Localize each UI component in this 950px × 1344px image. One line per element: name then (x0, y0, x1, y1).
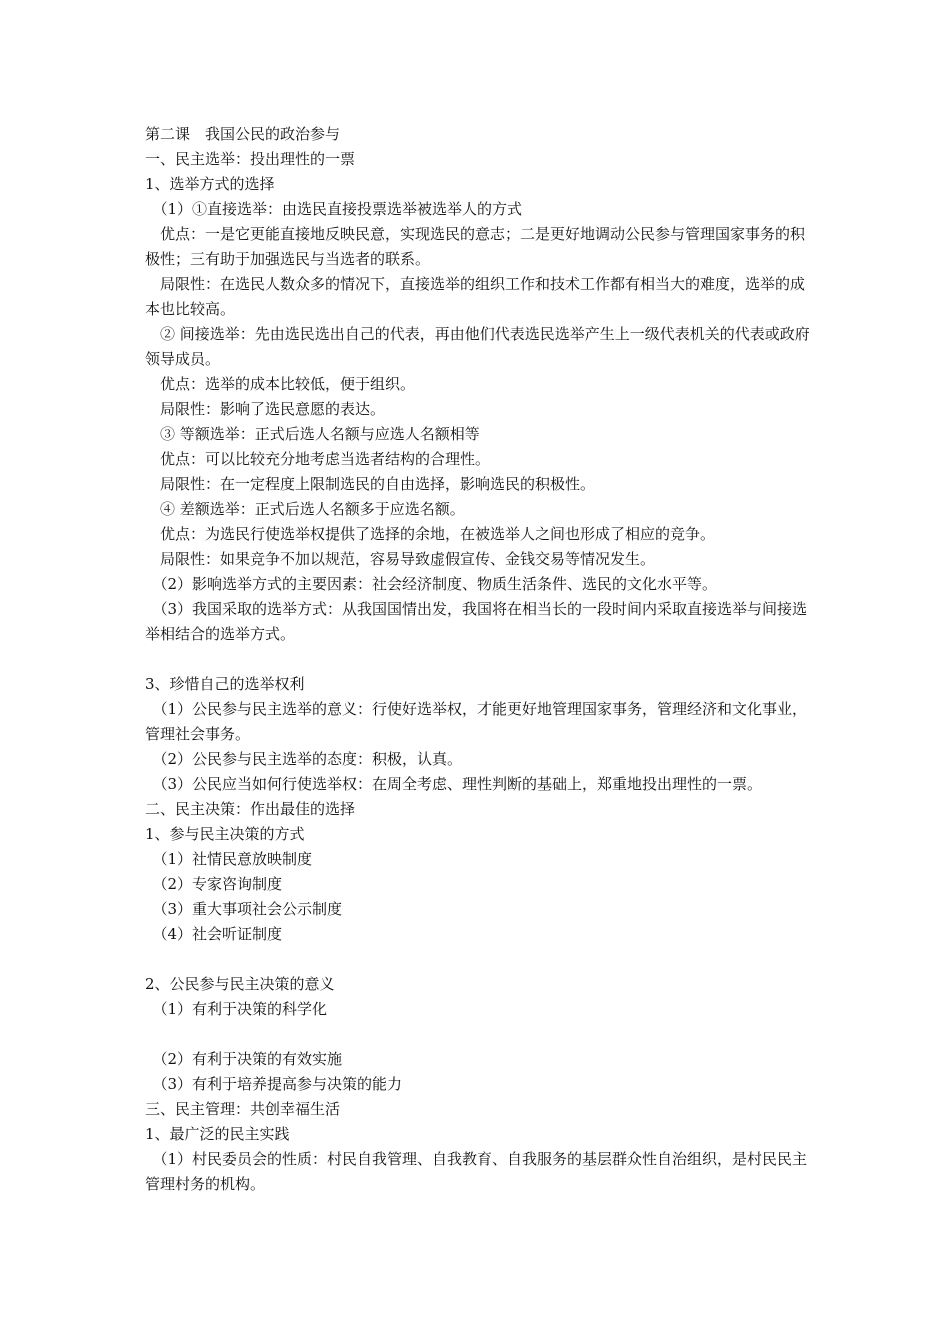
paragraph: （3）我国采取的选举方式：从我国国情出发，我国将在相当长的一段时间内采取直接选举与间接选举相结合的选举方式。 (145, 600, 808, 643)
document-body (145, 122, 810, 1197)
paragraph: ④ 差额选举：正式后选人名额多于应选名额。 (145, 500, 465, 518)
paragraph: （1）村民委员会的性质：村民自我管理、自我教育、自我服务的基层群众性自治组织，是村民民主管理村务的机构。 (145, 1150, 808, 1193)
list-item: （2）有利于决策的有效实施 (145, 1050, 343, 1068)
list-item: （4）社会听证制度 (145, 925, 283, 943)
blank-line (145, 647, 810, 672)
subsection-heading: 2、公民参与民主决策的意义 (145, 975, 335, 993)
paragraph: 优点：为选民行使选举权提供了选择的余地，在被选举人之间也形成了相应的竞争。 (145, 525, 716, 543)
list-item: （3）有利于培养提高参与决策的能力 (145, 1075, 403, 1093)
list-item: （3）重大事项社会公示制度 (145, 900, 343, 918)
paragraph: 优点：一是它更能直接地反映民意，实现选民的意志；二是更好地调动公民参与管理国家事务的积极性；三有助于加强选民与当选者的联系。 (145, 225, 806, 268)
list-item: （1）有利于决策的科学化 (145, 1000, 328, 1018)
blank-line (145, 947, 810, 972)
paragraph: ② 间接选举：先由选民选出自己的代表，再由他们代表选民选举产生上一级代表机关的代表或政府领导成员。 (145, 325, 810, 368)
paragraph: 局限性：如果竞争不加以规范，容易导致虚假宣传、金钱交易等情况发生。 (145, 550, 656, 568)
paragraph: 局限性：影响了选民意愿的表达。 (145, 400, 386, 418)
blank-line (145, 1022, 810, 1047)
paragraph: 优点：可以比较充分地考虑当选者结构的合理性。 (145, 450, 491, 468)
section-heading: 二、民主决策：作出最佳的选择 (145, 800, 356, 818)
paragraph: （1）公民参与民主选举的意义：行使好选举权，才能更好地管理国家事务，管理经济和文化事业，管理社会事务。 (145, 700, 808, 743)
paragraph: 优点：选举的成本比较低，便于组织。 (145, 375, 416, 393)
subsection-heading: 1、最广泛的民主实践 (145, 1125, 290, 1143)
section-heading: 一、民主选举：投出理性的一票 (145, 150, 356, 168)
paragraph: 局限性：在一定程度上限制选民的自由选择，影响选民的积极性。 (145, 475, 596, 493)
list-item: （1）社情民意放映制度 (145, 850, 313, 868)
paragraph: （2）影响选举方式的主要因素：社会经济制度、物质生活条件、选民的文化水平等。 (145, 575, 718, 593)
lesson-title: 第二课 我国公民的政治参与 (145, 125, 341, 143)
paragraph: （2）公民参与民主选举的态度：积极，认真。 (145, 750, 463, 768)
paragraph: （3）公民应当如何行使选举权：在周全考虑、理性判断的基础上，郑重地投出理性的一票。 (145, 775, 763, 793)
paragraph: （1）①直接选举：由选民直接投票选举被选举人的方式 (145, 200, 523, 218)
subsection-heading: 1、选举方式的选择 (145, 175, 275, 193)
section-heading: 三、民主管理：共创幸福生活 (145, 1100, 341, 1118)
subsection-heading: 1、参与民主决策的方式 (145, 825, 305, 843)
paragraph: 局限性：在选民人数众多的情况下，直接选举的组织工作和技术工作都有相当大的难度，选举的成本也比较高。 (145, 275, 806, 318)
subsection-heading: 3、珍惜自己的选举权利 (145, 675, 305, 693)
paragraph: ③ 等额选举：正式后选人名额与应选人名额相等 (145, 425, 480, 443)
list-item: （2）专家咨询制度 (145, 875, 283, 893)
